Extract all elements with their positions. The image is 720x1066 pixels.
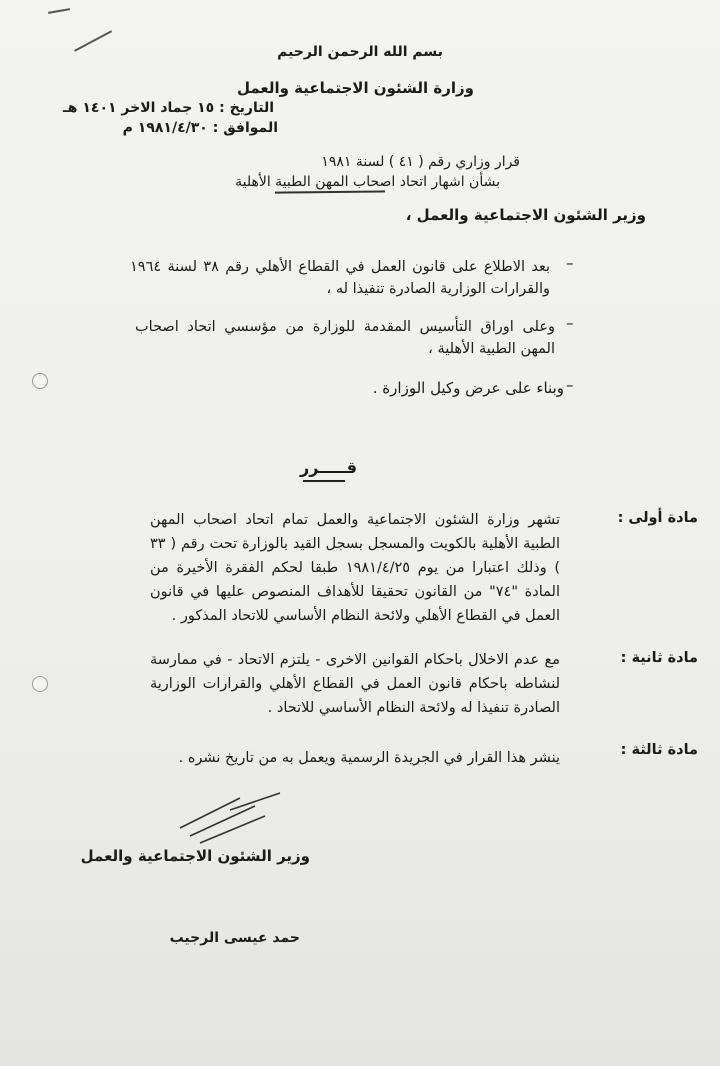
punch-hole (32, 373, 48, 389)
decides-heading: قـــــرر (300, 458, 357, 477)
recital-1: بعد الاطلاع على قانون العمل في القطاع الأهلي رقم ٣٨ لسنة ١٩٦٤ والقرارات الوزارية الصادرة تنفيذا له ، (130, 259, 550, 297)
recital-dash: – (566, 254, 574, 272)
article-1-label: مادة أولى : (617, 510, 698, 526)
recital-dash: – (566, 314, 574, 332)
article-1-text: تشهر وزارة الشئون الاجتماعية والعمل تمام اتحاد اصحاب المهن الطبية الأهلية بالكويت والمسجل بسجل القيد بالوزارة تحت رقم ( ٣٣ ) وذلك اعتبارا من يوم ١٩٨١/٤/٢٥ طبقا لحكم الفقرة الأخيرة من المادة "٧٤" من القانون تحقيقا للأهداف المنصوص عليها في قانون العمل في القطاع الأهلي ولائحة النظام الأساسي للاتحاد المذكور . (150, 512, 560, 624)
date-hijri: التاريخ : ١٥ جماد الاخر ١٤٠١ هـ (63, 100, 274, 116)
ministry-name: وزارة الشئون الاجتماعية والعمل (236, 79, 474, 97)
minister-heading: وزير الشئون الاجتماعية والعمل ، (405, 206, 646, 224)
decides-underline (303, 480, 345, 482)
article-2-label: مادة ثانية : (620, 650, 698, 666)
article-2-text: مع عدم الاخلال باحكام القوانين الاخرى - يلتزم الاتحاد - في ممارسة لنشاطه باحكام قانون العمل في القطاع الأهلي والقرارات الوزارية الصادرة تنفيذا له ولائحة النظام الأساسي للاتحاد . (150, 652, 560, 716)
article-3-label: مادة ثالثة : (620, 742, 698, 758)
recital-2: وعلى اوراق التأسيس المقدمة للوزارة من مؤسسي اتحاد اصحاب المهن الطبية الأهلية ، (135, 319, 555, 357)
decision-subject: بشأن اشهار اتحاد اصحاب المهن الطبية الأهلية (235, 174, 500, 190)
recital-dash: – (566, 376, 574, 394)
article-3-text: ينشر هذا القرار في الجريدة الرسمية ويعمل به من تاريخ نشره . (178, 750, 560, 766)
punch-hole (32, 676, 48, 692)
handwritten-initials (170, 788, 290, 848)
top-pen-mark-small (48, 8, 70, 13)
date-gregorian: الموافق : ١٩٨١/٤/٣٠ م (122, 120, 278, 136)
signature-title: وزير الشئون الاجتماعية والعمل (80, 847, 310, 865)
recital-3: وبناء على عرض وكيل الوزارة . (372, 379, 564, 397)
signature-name: حمد عيسى الرجيب (169, 930, 300, 946)
subject-underline (275, 190, 385, 193)
decision-title: قرار وزاري رقم ( ٤١ ) لسنة ١٩٨١ (321, 154, 520, 170)
basmala: بسم الله الرحمن الرحيم (277, 44, 443, 60)
